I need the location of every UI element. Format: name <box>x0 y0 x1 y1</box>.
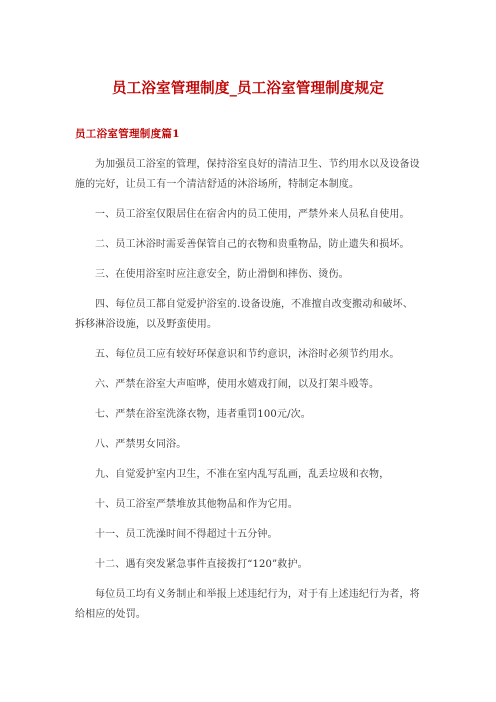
rule-item-6: 六、严禁在浴室大声喧哗，使用水嬉戏打闹，以及打架斗殴等。 <box>95 379 380 390</box>
rule-item-1: 一、员工浴室仅限居住在宿舍内的员工使用，严禁外来人员私自使用。 <box>95 209 410 220</box>
rule-item-10: 十、员工浴室严禁堆放其他物品和作为它用。 <box>95 499 298 510</box>
section-heading: 员工浴室管理制度篇1 <box>75 128 180 140</box>
paragraph-intro: 为加强员工浴室的管理，保持浴室良好的清洁卫生、节约用水以及设备设施的完好，让员工有一个清洁舒适的沐浴场所，特制定本制度。 <box>75 159 420 190</box>
document-title: 员工浴室管理制度_员工浴室管理制度规定 <box>111 81 385 97</box>
rule-item-8: 八、严禁男女同浴。 <box>95 439 187 450</box>
rule-item-4: 四、每位员工都自觉爱护浴室的.设备设施，不准擅自改变搬动和破坏、拆移淋浴设施，以及野蛮使用。 <box>75 299 413 330</box>
rule-item-3: 三、在使用浴室时应注意安全，防止滑倒和摔伤、烫伤。 <box>95 269 349 280</box>
rule-item-5: 五、每位员工应有较好环保意识和节约意识，沐浴时必须节约用水。 <box>95 349 400 360</box>
rule-item-2: 二、员工沐浴时需妥善保管自己的衣物和贵重物品，防止遗失和损坏。 <box>95 239 410 250</box>
rule-item-11: 十一、员工洗澡时间不得超过十五分钟。 <box>95 529 278 540</box>
rule-item-9: 九、自觉爱护室内卫生，不准在室内乱写乱画，乱丢垃圾和衣物， <box>95 469 390 480</box>
rule-item-7: 七、严禁在浴室洗涤衣物，违者重罚100元/次。 <box>95 409 311 420</box>
paragraph-closing: 每位员工均有义务制止和举报上述违纪行为，对于有上述违纪行为者，将给相应的处罚。 <box>75 589 420 620</box>
rule-item-12: 十二、遇有突发紧急事件直接拨打“120”救护。 <box>95 559 308 570</box>
